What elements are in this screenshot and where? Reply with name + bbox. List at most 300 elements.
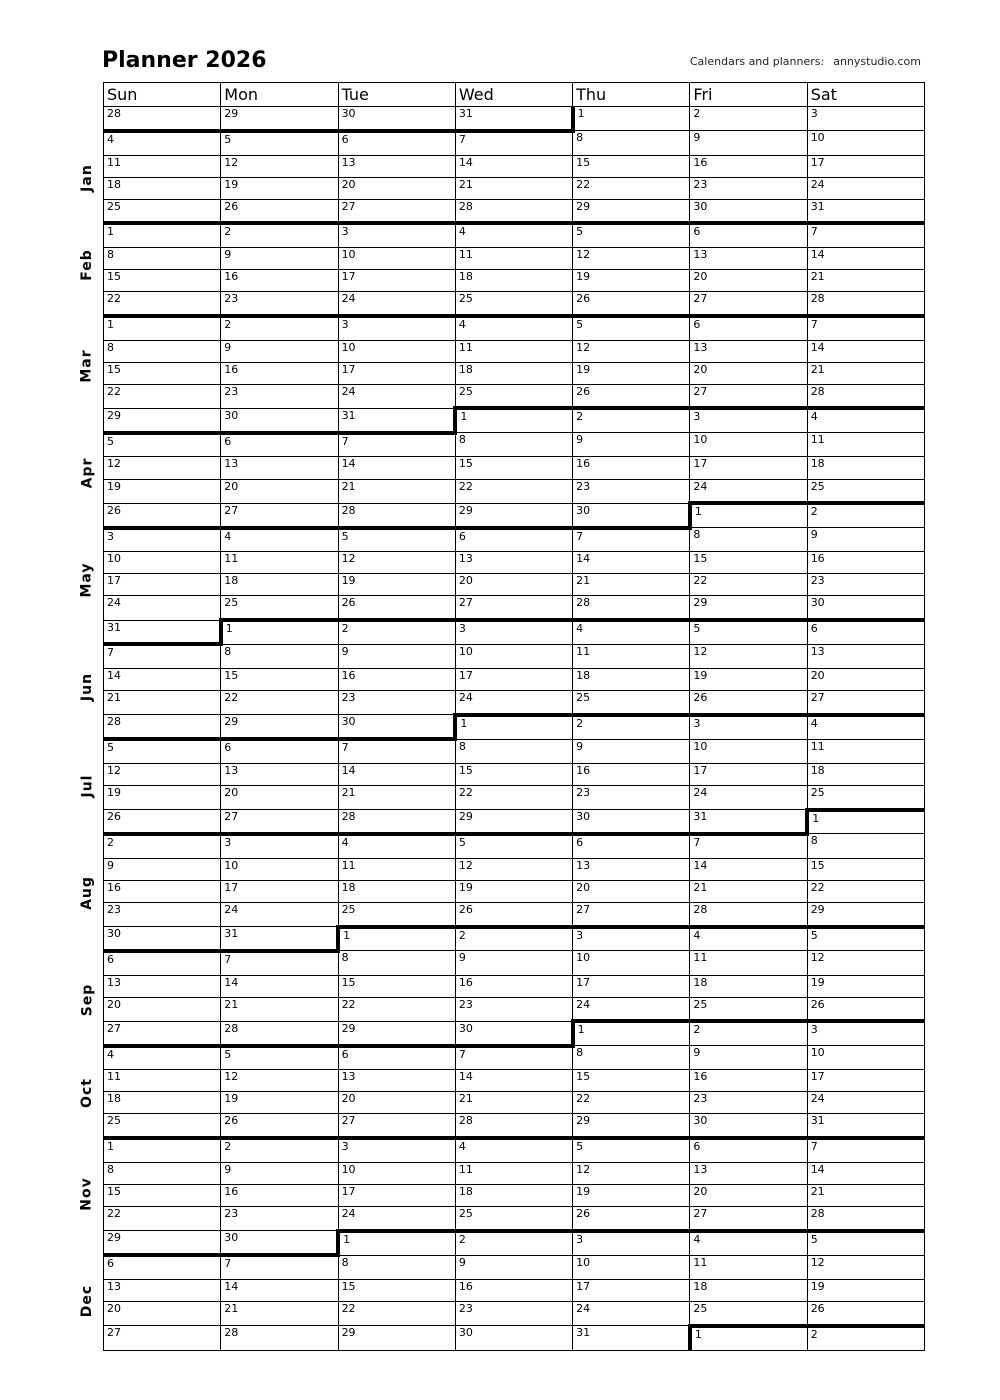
- day-cell: 30: [104, 927, 221, 951]
- week-row: [104, 433, 925, 457]
- day-cell: 10: [573, 951, 690, 975]
- day-cell: 6: [807, 620, 924, 644]
- day-cell: 28: [573, 596, 690, 620]
- day-cell: 24: [338, 1206, 455, 1230]
- day-cell: 10: [573, 1255, 690, 1279]
- day-cell: 29: [455, 810, 572, 834]
- day-cell: 3: [573, 1231, 690, 1255]
- day-cell: 12: [690, 644, 807, 668]
- day-cell: 8: [807, 834, 924, 858]
- day-cell: 23: [690, 177, 807, 199]
- day-cell: 29: [573, 1114, 690, 1138]
- weekday-header-fri: Fri: [690, 83, 807, 107]
- day-cell: 6: [338, 131, 455, 155]
- day-cell: 4: [455, 223, 572, 247]
- day-cell: 10: [455, 644, 572, 668]
- day-cell: 9: [221, 248, 338, 270]
- week-row: [104, 1279, 925, 1301]
- day-cell: 27: [573, 902, 690, 926]
- day-cell: 29: [455, 503, 572, 527]
- day-cell: 26: [807, 997, 924, 1021]
- day-cell: 12: [573, 340, 690, 362]
- week-row: [104, 834, 925, 858]
- day-cell: 18: [104, 1092, 221, 1114]
- day-cell: 16: [104, 880, 221, 902]
- week-row: [104, 362, 925, 384]
- day-cell: 5: [104, 433, 221, 457]
- day-cell: 30: [455, 1021, 572, 1045]
- day-cell: 2: [573, 408, 690, 432]
- month-label-aug: [71, 835, 103, 950]
- month-label-text: Sep: [79, 983, 96, 1016]
- day-cell: 6: [104, 1255, 221, 1279]
- day-cell: 1: [338, 927, 455, 951]
- day-cell: 25: [807, 785, 924, 809]
- day-cell: 12: [807, 1255, 924, 1279]
- day-cell: 17: [338, 1184, 455, 1206]
- day-cell: 17: [104, 574, 221, 596]
- day-cell: 28: [807, 292, 924, 316]
- day-cell: 8: [221, 644, 338, 668]
- day-cell: 23: [221, 1206, 338, 1230]
- day-cell: 10: [807, 131, 924, 155]
- day-cell: 9: [690, 131, 807, 155]
- day-cell: 7: [338, 739, 455, 763]
- day-cell: 8: [104, 248, 221, 270]
- day-cell: 14: [338, 457, 455, 479]
- week-row: [104, 479, 925, 503]
- day-cell: 26: [338, 596, 455, 620]
- day-cell: 13: [221, 457, 338, 479]
- month-label-jan: [71, 134, 103, 221]
- day-cell: 17: [807, 155, 924, 177]
- day-cell: 15: [807, 858, 924, 880]
- day-cell: 13: [690, 1162, 807, 1184]
- day-cell: 26: [807, 1301, 924, 1325]
- day-cell: 11: [104, 155, 221, 177]
- day-cell: 24: [807, 1092, 924, 1114]
- day-cell: 23: [338, 691, 455, 715]
- day-cell: 4: [455, 1138, 572, 1162]
- day-cell: 28: [104, 715, 221, 739]
- day-cell: 16: [455, 1279, 572, 1301]
- day-cell: 27: [690, 384, 807, 408]
- day-cell: 3: [690, 715, 807, 739]
- day-cell: 15: [455, 457, 572, 479]
- day-cell: 21: [104, 691, 221, 715]
- day-cell: 14: [221, 1279, 338, 1301]
- month-label-oct: [71, 1049, 103, 1136]
- day-cell: 25: [104, 1114, 221, 1138]
- day-cell: 19: [573, 270, 690, 292]
- week-row: [104, 691, 925, 715]
- day-cell: 5: [573, 316, 690, 340]
- day-cell: 21: [807, 1184, 924, 1206]
- day-cell: 3: [573, 927, 690, 951]
- day-cell: 29: [338, 1326, 455, 1351]
- month-label-text: Apr: [78, 457, 95, 489]
- week-row: [104, 1114, 925, 1138]
- week-row: [104, 574, 925, 596]
- day-cell: 16: [221, 270, 338, 292]
- day-cell: 13: [690, 248, 807, 270]
- day-cell: 19: [690, 669, 807, 691]
- day-cell: 23: [807, 574, 924, 596]
- day-cell: 17: [573, 1279, 690, 1301]
- day-cell: 1: [104, 223, 221, 247]
- day-cell: 22: [104, 1206, 221, 1230]
- day-cell: 4: [338, 834, 455, 858]
- week-row: [104, 223, 925, 247]
- day-cell: 28: [455, 199, 572, 223]
- day-cell: 23: [455, 997, 572, 1021]
- week-row: [104, 408, 925, 432]
- day-cell: 12: [221, 1070, 338, 1092]
- day-cell: 28: [455, 1114, 572, 1138]
- day-cell: 7: [807, 316, 924, 340]
- day-cell: 16: [573, 763, 690, 785]
- week-row: [104, 1138, 925, 1162]
- day-cell: 12: [807, 951, 924, 975]
- day-cell: 26: [104, 810, 221, 834]
- day-cell: 28: [221, 1021, 338, 1045]
- day-cell: 2: [221, 223, 338, 247]
- day-cell: 31: [807, 1114, 924, 1138]
- day-cell: 26: [690, 691, 807, 715]
- day-cell: 25: [455, 1206, 572, 1230]
- day-cell: 2: [455, 927, 572, 951]
- day-cell: 30: [807, 596, 924, 620]
- week-row: [104, 715, 925, 739]
- day-cell: 14: [807, 340, 924, 362]
- day-cell: 2: [221, 316, 338, 340]
- day-cell: 21: [455, 1092, 572, 1114]
- day-cell: 17: [338, 362, 455, 384]
- day-cell: 28: [338, 503, 455, 527]
- day-cell: 1: [573, 107, 690, 131]
- week-row: [104, 951, 925, 975]
- weekday-header-row: [104, 83, 925, 107]
- day-cell: 17: [573, 975, 690, 997]
- day-cell: 11: [573, 644, 690, 668]
- day-cell: 4: [455, 316, 572, 340]
- day-cell: 1: [104, 316, 221, 340]
- day-cell: 19: [221, 177, 338, 199]
- day-cell: 20: [338, 1092, 455, 1114]
- day-cell: 24: [338, 292, 455, 316]
- day-cell: 11: [338, 858, 455, 880]
- day-cell: 3: [807, 107, 924, 131]
- week-row: [104, 270, 925, 292]
- month-label-jun: [71, 637, 103, 736]
- day-cell: 9: [573, 433, 690, 457]
- day-cell: 24: [807, 177, 924, 199]
- day-cell: 22: [455, 479, 572, 503]
- weekday-header-wed: Wed: [455, 83, 572, 107]
- day-cell: 17: [690, 763, 807, 785]
- day-cell: 20: [573, 880, 690, 902]
- day-cell: 29: [104, 408, 221, 432]
- day-cell: 24: [221, 902, 338, 926]
- day-cell: 27: [104, 1326, 221, 1351]
- day-cell: 28: [221, 1326, 338, 1351]
- day-cell: 13: [104, 975, 221, 997]
- weekday-header-tue: Tue: [338, 83, 455, 107]
- day-cell: 9: [104, 858, 221, 880]
- day-cell: 31: [573, 1326, 690, 1351]
- day-cell: 15: [455, 763, 572, 785]
- day-cell: 15: [338, 1279, 455, 1301]
- month-label-text: Mar: [79, 349, 96, 383]
- day-cell: 3: [338, 223, 455, 247]
- day-cell: 8: [573, 131, 690, 155]
- week-row: [104, 457, 925, 479]
- day-cell: 18: [455, 1184, 572, 1206]
- day-cell: 16: [455, 975, 572, 997]
- day-cell: 5: [807, 927, 924, 951]
- day-cell: 11: [690, 951, 807, 975]
- day-cell: 27: [690, 292, 807, 316]
- day-cell: 2: [807, 1326, 924, 1351]
- day-cell: 29: [338, 1021, 455, 1045]
- day-cell: 19: [338, 574, 455, 596]
- week-row: [104, 1206, 925, 1230]
- week-row: [104, 785, 925, 809]
- day-cell: 31: [455, 107, 572, 131]
- day-cell: 19: [573, 1184, 690, 1206]
- day-cell: 2: [573, 715, 690, 739]
- day-cell: 15: [573, 155, 690, 177]
- day-cell: 31: [807, 199, 924, 223]
- day-cell: 1: [690, 503, 807, 527]
- month-label-text: Oct: [79, 1077, 95, 1108]
- day-cell: 24: [573, 997, 690, 1021]
- week-row: [104, 997, 925, 1021]
- day-cell: 22: [104, 384, 221, 408]
- day-cell: 19: [104, 785, 221, 809]
- week-row: [104, 199, 925, 223]
- day-cell: 10: [104, 552, 221, 574]
- day-cell: 21: [690, 880, 807, 902]
- week-row: [104, 1326, 925, 1351]
- day-cell: 15: [338, 975, 455, 997]
- day-cell: 19: [807, 975, 924, 997]
- day-cell: 30: [573, 810, 690, 834]
- day-cell: 23: [221, 384, 338, 408]
- day-cell: 28: [338, 810, 455, 834]
- month-label-dec: [71, 1251, 103, 1351]
- page-title: Planner 2026: [102, 48, 267, 73]
- week-row: [104, 1255, 925, 1279]
- day-cell: 2: [690, 107, 807, 131]
- day-cell: 4: [807, 715, 924, 739]
- day-cell: 15: [221, 669, 338, 691]
- day-cell: 1: [455, 408, 572, 432]
- week-row: [104, 902, 925, 926]
- day-cell: 4: [690, 1231, 807, 1255]
- day-cell: 15: [104, 362, 221, 384]
- day-cell: 28: [807, 384, 924, 408]
- week-row: [104, 763, 925, 785]
- day-cell: 7: [221, 951, 338, 975]
- day-cell: 19: [573, 362, 690, 384]
- day-cell: 5: [455, 834, 572, 858]
- day-cell: 29: [221, 715, 338, 739]
- month-label-text: Aug: [79, 875, 96, 910]
- day-cell: 8: [338, 1255, 455, 1279]
- day-cell: 27: [221, 503, 338, 527]
- day-cell: 14: [807, 248, 924, 270]
- day-cell: 3: [690, 408, 807, 432]
- month-label-text: Dec: [79, 1284, 96, 1317]
- day-cell: 2: [338, 620, 455, 644]
- day-cell: 18: [807, 457, 924, 479]
- day-cell: 12: [104, 763, 221, 785]
- day-cell: 9: [455, 1255, 572, 1279]
- day-cell: 22: [573, 1092, 690, 1114]
- credit-site-link[interactable]: annystudio.com: [833, 55, 921, 68]
- day-cell: 1: [104, 1138, 221, 1162]
- day-cell: 18: [104, 177, 221, 199]
- day-cell: 20: [455, 574, 572, 596]
- day-cell: 18: [338, 880, 455, 902]
- day-cell: 3: [338, 316, 455, 340]
- day-cell: 2: [221, 1138, 338, 1162]
- day-cell: 7: [104, 644, 221, 668]
- day-cell: 25: [338, 902, 455, 926]
- day-cell: 20: [338, 177, 455, 199]
- day-cell: 4: [573, 620, 690, 644]
- day-cell: 21: [455, 177, 572, 199]
- day-cell: 27: [338, 1114, 455, 1138]
- day-cell: 11: [221, 552, 338, 574]
- day-cell: 23: [573, 479, 690, 503]
- day-cell: 21: [338, 479, 455, 503]
- day-cell: 29: [573, 199, 690, 223]
- day-cell: 13: [338, 155, 455, 177]
- day-cell: 22: [338, 997, 455, 1021]
- week-row: [104, 644, 925, 668]
- day-cell: 6: [221, 739, 338, 763]
- day-cell: 5: [807, 1231, 924, 1255]
- credit-label: Calendars and planners:: [689, 55, 825, 68]
- day-cell: 29: [221, 107, 338, 131]
- day-cell: 15: [104, 1184, 221, 1206]
- week-row: [104, 384, 925, 408]
- day-cell: 27: [221, 810, 338, 834]
- day-cell: 20: [807, 669, 924, 691]
- month-label-text: Jun: [79, 672, 95, 701]
- day-cell: 11: [807, 739, 924, 763]
- day-cell: 14: [807, 1162, 924, 1184]
- day-cell: 26: [455, 902, 572, 926]
- week-row: [104, 292, 925, 316]
- week-row: [104, 340, 925, 362]
- day-cell: 14: [104, 669, 221, 691]
- day-cell: 11: [455, 248, 572, 270]
- month-label-text: Jul: [78, 774, 95, 798]
- week-row: [104, 1092, 925, 1114]
- day-cell: 25: [807, 479, 924, 503]
- day-cell: 14: [221, 975, 338, 997]
- day-cell: 19: [455, 880, 572, 902]
- day-cell: 7: [338, 433, 455, 457]
- day-cell: 22: [338, 1301, 455, 1325]
- week-row: [104, 528, 925, 552]
- day-cell: 30: [455, 1326, 572, 1351]
- week-row: [104, 316, 925, 340]
- week-row: [104, 596, 925, 620]
- day-cell: 16: [221, 362, 338, 384]
- week-row: [104, 620, 925, 644]
- day-cell: 23: [221, 292, 338, 316]
- week-row: [104, 975, 925, 997]
- day-cell: 6: [455, 528, 572, 552]
- day-cell: 9: [455, 951, 572, 975]
- day-cell: 20: [690, 270, 807, 292]
- day-cell: 16: [690, 155, 807, 177]
- day-cell: 30: [690, 1114, 807, 1138]
- day-cell: 27: [690, 1206, 807, 1230]
- day-cell: 17: [807, 1070, 924, 1092]
- day-cell: 22: [807, 880, 924, 902]
- day-cell: 24: [690, 479, 807, 503]
- day-cell: 29: [690, 596, 807, 620]
- day-cell: 24: [573, 1301, 690, 1325]
- day-cell: 14: [690, 858, 807, 880]
- day-cell: 10: [221, 858, 338, 880]
- day-cell: 10: [690, 739, 807, 763]
- day-cell: 8: [104, 340, 221, 362]
- day-cell: 26: [104, 503, 221, 527]
- day-cell: 27: [455, 596, 572, 620]
- day-cell: 14: [573, 552, 690, 574]
- day-cell: 9: [221, 340, 338, 362]
- day-cell: 8: [690, 528, 807, 552]
- day-cell: 21: [807, 362, 924, 384]
- day-cell: 1: [455, 715, 572, 739]
- day-cell: 11: [807, 433, 924, 457]
- day-cell: 30: [221, 1231, 338, 1255]
- day-cell: 18: [573, 669, 690, 691]
- day-cell: 6: [690, 316, 807, 340]
- day-cell: 15: [104, 270, 221, 292]
- day-cell: 13: [807, 644, 924, 668]
- weekday-header-sat: Sat: [807, 83, 924, 107]
- day-cell: 11: [104, 1070, 221, 1092]
- day-cell: 28: [690, 902, 807, 926]
- day-cell: 11: [690, 1255, 807, 1279]
- day-cell: 13: [455, 552, 572, 574]
- day-cell: 5: [573, 1138, 690, 1162]
- day-cell: 12: [104, 457, 221, 479]
- day-cell: 19: [104, 479, 221, 503]
- day-cell: 6: [221, 433, 338, 457]
- day-cell: 13: [338, 1070, 455, 1092]
- day-cell: 6: [690, 1138, 807, 1162]
- week-row: [104, 552, 925, 574]
- day-cell: 20: [104, 1301, 221, 1325]
- week-row: [104, 131, 925, 155]
- day-cell: 29: [807, 902, 924, 926]
- day-cell: 10: [338, 248, 455, 270]
- day-cell: 16: [807, 552, 924, 574]
- month-label-may: [71, 522, 103, 637]
- day-cell: 8: [104, 1162, 221, 1184]
- day-cell: 7: [455, 131, 572, 155]
- day-cell: 3: [338, 1138, 455, 1162]
- week-row: [104, 1301, 925, 1325]
